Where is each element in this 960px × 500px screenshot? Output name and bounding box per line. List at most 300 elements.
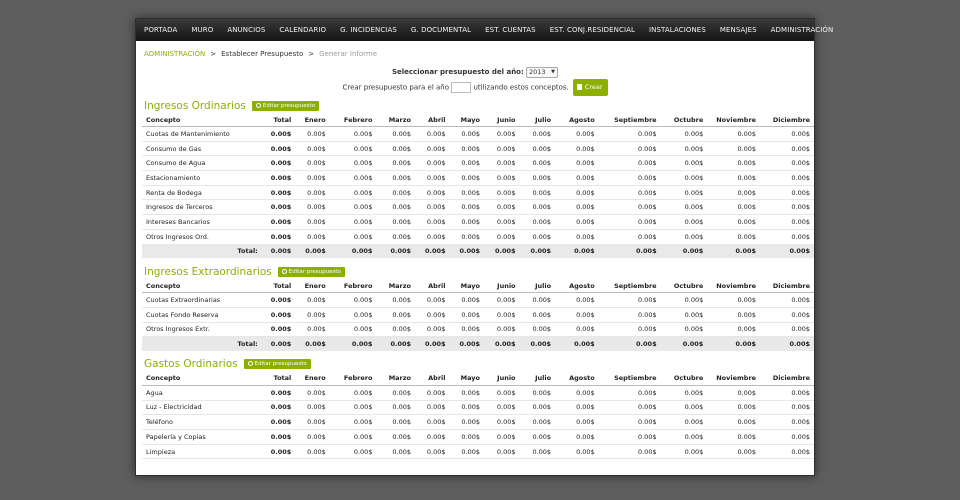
nav-instalaciones[interactable]: INSTALACIONES (649, 26, 706, 34)
amount-cell: 0.00$ (555, 215, 599, 230)
amount-cell: 0.00$ (330, 127, 377, 142)
nav-calendario[interactable]: CALENDARIO (279, 26, 327, 34)
amount-cell: 0.00$ (295, 215, 330, 230)
amount-cell: 0.00$ (450, 200, 485, 215)
amount-cell: 0.00$ (450, 322, 485, 337)
edit-budget-button[interactable] (244, 359, 311, 369)
amount-cell: 0.00$ (520, 200, 556, 215)
column-header: Julio (520, 372, 556, 386)
amount-cell: 0.00$ (760, 127, 814, 142)
amount-cell: 0.00$ (376, 185, 415, 200)
amount-cell: 0.00$ (330, 400, 377, 415)
column-header: Julio (520, 113, 556, 127)
amount-cell: 0.00$ (295, 229, 330, 244)
column-header: Mayo (450, 372, 485, 386)
amount-cell: 0.00$ (599, 156, 661, 171)
amount-cell: 0.00$ (295, 322, 330, 337)
amount-cell: 0.00$ (599, 127, 661, 142)
amount-cell: 0.00$ (661, 385, 708, 400)
amount-cell: 0.00$ (760, 322, 814, 337)
amount-cell: 0.00$ (376, 400, 415, 415)
amount-cell: 0.00$ (484, 171, 520, 186)
total-amount-cell: 0.00$ (295, 244, 330, 258)
create-button-label: Crear (584, 83, 603, 91)
amount-cell: 0.00$ (376, 322, 415, 337)
amount-cell: 0.00$ (415, 156, 450, 171)
column-header: Noviembre (707, 113, 760, 127)
table-row (142, 215, 814, 230)
amount-cell: 0.00$ (520, 415, 556, 430)
amount-cell: 0.00$ (661, 322, 708, 337)
nav-anuncios[interactable]: ANUNCIOS (227, 26, 266, 34)
amount-cell: 0.00$ (707, 293, 760, 308)
column-header: Total (262, 279, 295, 293)
total-amount-cell: 0.00$ (599, 337, 661, 351)
amount-cell: 0.00$ (415, 215, 450, 230)
edit-budget-button[interactable] (278, 267, 345, 277)
amount-cell: 0.00$ (295, 400, 330, 415)
amount-cell: 0.00$ (707, 322, 760, 337)
amount-cell: 0.00$ (415, 200, 450, 215)
budget-table (142, 372, 814, 459)
total-amount-cell: 0.00$ (599, 244, 661, 258)
breadcrumb-next-link[interactable]: Generar Informe (319, 50, 378, 58)
amount-cell: 0.00$ (520, 307, 556, 322)
amount-cell: 0.00$ (661, 307, 708, 322)
table-row (142, 141, 814, 156)
column-header: Abril (415, 113, 450, 127)
amount-cell: 0.00$ (707, 430, 760, 445)
amount-cell: 0.00$ (707, 229, 760, 244)
total-amount-cell: 0.00$ (760, 337, 814, 351)
column-header: Noviembre (707, 279, 760, 293)
amount-cell: 0.00$ (450, 127, 485, 142)
section-title: Gastos Ordinarios (144, 358, 238, 371)
column-header: Julio (520, 279, 556, 293)
amount-cell: 0.00$ (330, 444, 377, 459)
app-window (135, 18, 834, 476)
amount-cell: 0.00$ (262, 127, 295, 142)
edit-budget-label: Editar presupuesto (288, 268, 341, 275)
amount-cell: 0.00$ (330, 307, 377, 322)
total-amount-cell: 0.00$ (295, 337, 330, 351)
total-amount-cell: 0.00$ (415, 337, 450, 351)
column-header: Diciembre (760, 372, 814, 386)
amount-cell: 0.00$ (295, 200, 330, 215)
amount-cell: 0.00$ (376, 156, 415, 171)
amount-cell: 0.00$ (661, 171, 708, 186)
create-year-input[interactable] (451, 82, 471, 93)
amount-cell: 0.00$ (760, 156, 814, 171)
amount-cell: 0.00$ (599, 415, 661, 430)
column-header: Junio (484, 372, 520, 386)
amount-cell: 0.00$ (415, 307, 450, 322)
total-amount-cell: 0.00$ (520, 244, 556, 258)
column-header: Diciembre (760, 279, 814, 293)
amount-cell: 0.00$ (484, 385, 520, 400)
concept-cell: Luz - Electricidad (142, 400, 262, 415)
amount-cell: 0.00$ (555, 156, 599, 171)
amount-cell: 0.00$ (450, 156, 485, 171)
column-header: Septiembre (599, 372, 661, 386)
amount-cell: 0.00$ (661, 141, 708, 156)
table-row (142, 322, 814, 337)
amount-cell: 0.00$ (555, 415, 599, 430)
amount-cell: 0.00$ (415, 415, 450, 430)
table-header-row (142, 372, 814, 386)
amount-cell: 0.00$ (330, 430, 377, 445)
column-header: Total (262, 113, 295, 127)
amount-cell: 0.00$ (599, 200, 661, 215)
amount-cell: 0.00$ (555, 141, 599, 156)
amount-cell: 0.00$ (599, 322, 661, 337)
total-amount-cell: 0.00$ (520, 337, 556, 351)
column-header: Abril (415, 279, 450, 293)
total-amount-cell: 0.00$ (707, 244, 760, 258)
amount-cell: 0.00$ (520, 229, 556, 244)
amount-cell: 0.00$ (262, 430, 295, 445)
concept-cell: Intereses Bancarios (142, 215, 262, 230)
breadcrumb-current: Establecer Presupuesto (221, 50, 304, 58)
table-row (142, 200, 814, 215)
table-header-row (142, 113, 814, 127)
column-header: Febrero (330, 372, 377, 386)
total-amount-cell: 0.00$ (555, 244, 599, 258)
amount-cell: 0.00$ (415, 141, 450, 156)
amount-cell: 0.00$ (376, 229, 415, 244)
nav-conj-residencial[interactable]: EST. CONJ.RESIDENCIAL (549, 26, 636, 34)
amount-cell: 0.00$ (555, 385, 599, 400)
amount-cell: 0.00$ (599, 171, 661, 186)
concept-cell: Otros Ingresos Ord. (142, 229, 262, 244)
amount-cell: 0.00$ (599, 400, 661, 415)
total-amount-cell: 0.00$ (415, 244, 450, 258)
amount-cell: 0.00$ (262, 141, 295, 156)
column-header: Octubre (661, 372, 708, 386)
amount-cell: 0.00$ (415, 293, 450, 308)
amount-cell: 0.00$ (599, 444, 661, 459)
amount-cell: 0.00$ (555, 430, 599, 445)
amount-cell: 0.00$ (555, 200, 599, 215)
amount-cell: 0.00$ (376, 200, 415, 215)
amount-cell: 0.00$ (520, 141, 556, 156)
amount-cell: 0.00$ (295, 307, 330, 322)
amount-cell: 0.00$ (262, 215, 295, 230)
amount-cell: 0.00$ (484, 127, 520, 142)
amount-cell: 0.00$ (450, 171, 485, 186)
amount-cell: 0.00$ (555, 400, 599, 415)
table-row (142, 229, 814, 244)
column-header: Agosto (555, 372, 599, 386)
amount-cell: 0.00$ (262, 156, 295, 171)
amount-cell: 0.00$ (262, 185, 295, 200)
amount-cell: 0.00$ (599, 385, 661, 400)
amount-cell: 0.00$ (484, 156, 520, 171)
amount-cell: 0.00$ (760, 293, 814, 308)
edit-budget-button[interactable] (252, 101, 319, 111)
nav-administracion[interactable]: ADMINISTRACIÓN (770, 26, 834, 34)
amount-cell: 0.00$ (599, 307, 661, 322)
total-amount-cell: 0.00$ (450, 337, 485, 351)
breadcrumb-root-link[interactable]: ADMINISTRACIÓN (144, 50, 206, 58)
amount-cell: 0.00$ (661, 415, 708, 430)
amount-cell: 0.00$ (707, 215, 760, 230)
budget-table (142, 279, 814, 351)
amount-cell: 0.00$ (415, 322, 450, 337)
column-header: Junio (484, 113, 520, 127)
amount-cell: 0.00$ (450, 141, 485, 156)
amount-cell: 0.00$ (484, 293, 520, 308)
breadcrumb (136, 41, 814, 62)
year-select-value: 2013 (529, 67, 546, 76)
amount-cell: 0.00$ (484, 307, 520, 322)
amount-cell: 0.00$ (450, 293, 485, 308)
amount-cell: 0.00$ (262, 415, 295, 430)
budget-selector (136, 66, 814, 92)
chevron-down-icon: ▼ (551, 68, 556, 75)
amount-cell: 0.00$ (760, 215, 814, 230)
amount-cell: 0.00$ (661, 293, 708, 308)
edit-icon (282, 269, 287, 274)
amount-cell: 0.00$ (707, 171, 760, 186)
amount-cell: 0.00$ (760, 385, 814, 400)
amount-cell: 0.00$ (450, 430, 485, 445)
amount-cell: 0.00$ (520, 215, 556, 230)
nav-muro[interactable]: MURO (191, 26, 214, 34)
concept-cell: Limpieza (142, 444, 262, 459)
column-header: Marzo (376, 279, 415, 293)
amount-cell: 0.00$ (707, 400, 760, 415)
column-header: Octubre (661, 279, 708, 293)
amount-cell: 0.00$ (555, 127, 599, 142)
create-prefix-text: Crear presupuesto para el año (342, 83, 450, 92)
amount-cell: 0.00$ (661, 127, 708, 142)
amount-cell: 0.00$ (295, 156, 330, 171)
amount-cell: 0.00$ (555, 293, 599, 308)
column-header: Enero (295, 279, 330, 293)
amount-cell: 0.00$ (760, 400, 814, 415)
amount-cell: 0.00$ (661, 215, 708, 230)
amount-cell: 0.00$ (760, 430, 814, 445)
document-icon (577, 84, 582, 90)
amount-cell: 0.00$ (484, 141, 520, 156)
edit-icon (248, 361, 253, 366)
amount-cell: 0.00$ (376, 215, 415, 230)
amount-cell: 0.00$ (295, 127, 330, 142)
nav-incidencias[interactable]: G. INCIDENCIAS (340, 26, 397, 34)
total-amount-cell: 0.00$ (484, 337, 520, 351)
total-label: Total: (142, 244, 262, 258)
top-nav (136, 19, 834, 41)
amount-cell: 0.00$ (450, 185, 485, 200)
amount-cell: 0.00$ (599, 215, 661, 230)
amount-cell: 0.00$ (415, 185, 450, 200)
amount-cell: 0.00$ (262, 400, 295, 415)
column-header: Octubre (661, 113, 708, 127)
amount-cell: 0.00$ (707, 185, 760, 200)
concept-cell: Teléfono (142, 415, 262, 430)
amount-cell: 0.00$ (330, 185, 377, 200)
budget-sections (136, 98, 814, 459)
amount-cell: 0.00$ (484, 430, 520, 445)
table-row (142, 400, 814, 415)
amount-cell: 0.00$ (555, 307, 599, 322)
amount-cell: 0.00$ (661, 156, 708, 171)
column-header: Febrero (330, 113, 377, 127)
total-label: Total: (142, 337, 262, 351)
column-header: Junio (484, 279, 520, 293)
table-row (142, 156, 814, 171)
total-amount-cell: 0.00$ (450, 244, 485, 258)
column-header: Mayo (450, 113, 485, 127)
amount-cell: 0.00$ (760, 307, 814, 322)
amount-cell: 0.00$ (520, 322, 556, 337)
amount-cell: 0.00$ (707, 307, 760, 322)
concept-cell: Papelería y Copias (142, 430, 262, 445)
total-amount-cell: 0.00$ (707, 337, 760, 351)
amount-cell: 0.00$ (330, 385, 377, 400)
amount-cell: 0.00$ (415, 444, 450, 459)
amount-cell: 0.00$ (520, 171, 556, 186)
amount-cell: 0.00$ (520, 400, 556, 415)
total-amount-cell: 0.00$ (262, 244, 295, 258)
amount-cell: 0.00$ (330, 293, 377, 308)
create-button[interactable] (573, 79, 608, 96)
amount-cell: 0.00$ (376, 444, 415, 459)
nav-cuentas[interactable]: EST. CUENTAS (485, 26, 536, 34)
amount-cell: 0.00$ (484, 444, 520, 459)
column-header: Diciembre (760, 113, 814, 127)
column-header: Noviembre (707, 372, 760, 386)
amount-cell: 0.00$ (330, 171, 377, 186)
amount-cell: 0.00$ (295, 141, 330, 156)
amount-cell: 0.00$ (376, 385, 415, 400)
year-select[interactable] (526, 67, 558, 78)
amount-cell: 0.00$ (415, 385, 450, 400)
concept-cell: Agua (142, 385, 262, 400)
year-select-label: Seleccionar presupuesto del año: (391, 68, 524, 76)
concept-cell: Consumo de Gas (142, 141, 262, 156)
amount-cell: 0.00$ (760, 200, 814, 215)
amount-cell: 0.00$ (450, 444, 485, 459)
column-header: Enero (295, 372, 330, 386)
column-header: Enero (295, 113, 330, 127)
amount-cell: 0.00$ (760, 444, 814, 459)
total-row (142, 244, 814, 258)
amount-cell: 0.00$ (484, 322, 520, 337)
create-suffix-text: utilizando estos conceptos. (473, 83, 569, 92)
table-row (142, 127, 814, 142)
total-amount-cell: 0.00$ (760, 244, 814, 258)
table-row (142, 307, 814, 322)
column-header: Concepto (142, 113, 262, 127)
total-amount-cell: 0.00$ (376, 337, 415, 351)
amount-cell: 0.00$ (295, 415, 330, 430)
amount-cell: 0.00$ (450, 385, 485, 400)
amount-cell: 0.00$ (661, 200, 708, 215)
table-row (142, 385, 814, 400)
concept-cell: Renta de Bodega (142, 185, 262, 200)
total-amount-cell: 0.00$ (330, 244, 377, 258)
total-amount-cell: 0.00$ (661, 337, 708, 351)
concept-cell: Cuotas Fondo Reserva (142, 307, 262, 322)
amount-cell: 0.00$ (484, 200, 520, 215)
amount-cell: 0.00$ (555, 322, 599, 337)
nav-documental[interactable]: G. DOCUMENTAL (410, 26, 472, 34)
amount-cell: 0.00$ (555, 444, 599, 459)
amount-cell: 0.00$ (262, 307, 295, 322)
column-header: Abril (415, 372, 450, 386)
amount-cell: 0.00$ (376, 307, 415, 322)
table-row (142, 415, 814, 430)
table-row (142, 185, 814, 200)
amount-cell: 0.00$ (661, 444, 708, 459)
section-header (136, 98, 814, 113)
column-header: Marzo (376, 113, 415, 127)
amount-cell: 0.00$ (760, 229, 814, 244)
amount-cell: 0.00$ (760, 141, 814, 156)
amount-cell: 0.00$ (450, 415, 485, 430)
column-header: Febrero (330, 279, 377, 293)
concept-cell: Ingresos de Terceros (142, 200, 262, 215)
nav-portada[interactable]: PORTADA (144, 26, 178, 34)
nav-mensajes[interactable]: MENSAJES (719, 26, 757, 34)
amount-cell: 0.00$ (295, 185, 330, 200)
section-header (136, 264, 814, 279)
amount-cell: 0.00$ (330, 322, 377, 337)
amount-cell: 0.00$ (707, 385, 760, 400)
budget-table (142, 113, 814, 258)
column-header: Mayo (450, 279, 485, 293)
amount-cell: 0.00$ (555, 185, 599, 200)
total-amount-cell: 0.00$ (661, 244, 708, 258)
amount-cell: 0.00$ (707, 415, 760, 430)
amount-cell: 0.00$ (330, 215, 377, 230)
total-amount-cell: 0.00$ (376, 244, 415, 258)
breadcrumb-separator: > (210, 50, 217, 58)
amount-cell: 0.00$ (484, 415, 520, 430)
column-header: Total (262, 372, 295, 386)
column-header: Marzo (376, 372, 415, 386)
amount-cell: 0.00$ (599, 293, 661, 308)
amount-cell: 0.00$ (295, 293, 330, 308)
total-row (142, 337, 814, 351)
amount-cell: 0.00$ (760, 171, 814, 186)
amount-cell: 0.00$ (599, 430, 661, 445)
amount-cell: 0.00$ (484, 215, 520, 230)
amount-cell: 0.00$ (415, 229, 450, 244)
amount-cell: 0.00$ (262, 322, 295, 337)
amount-cell: 0.00$ (599, 185, 661, 200)
amount-cell: 0.00$ (295, 385, 330, 400)
amount-cell: 0.00$ (520, 185, 556, 200)
amount-cell: 0.00$ (330, 229, 377, 244)
amount-cell: 0.00$ (520, 385, 556, 400)
breadcrumb-separator: > (308, 50, 315, 58)
amount-cell: 0.00$ (415, 127, 450, 142)
amount-cell: 0.00$ (520, 127, 556, 142)
table-row (142, 293, 814, 308)
total-amount-cell: 0.00$ (330, 337, 377, 351)
amount-cell: 0.00$ (661, 229, 708, 244)
amount-cell: 0.00$ (484, 185, 520, 200)
column-header: Septiembre (599, 279, 661, 293)
edit-icon (256, 103, 261, 108)
amount-cell: 0.00$ (661, 430, 708, 445)
amount-cell: 0.00$ (555, 229, 599, 244)
concept-cell: Cuotas de Mantenimiento (142, 127, 262, 142)
amount-cell: 0.00$ (707, 444, 760, 459)
